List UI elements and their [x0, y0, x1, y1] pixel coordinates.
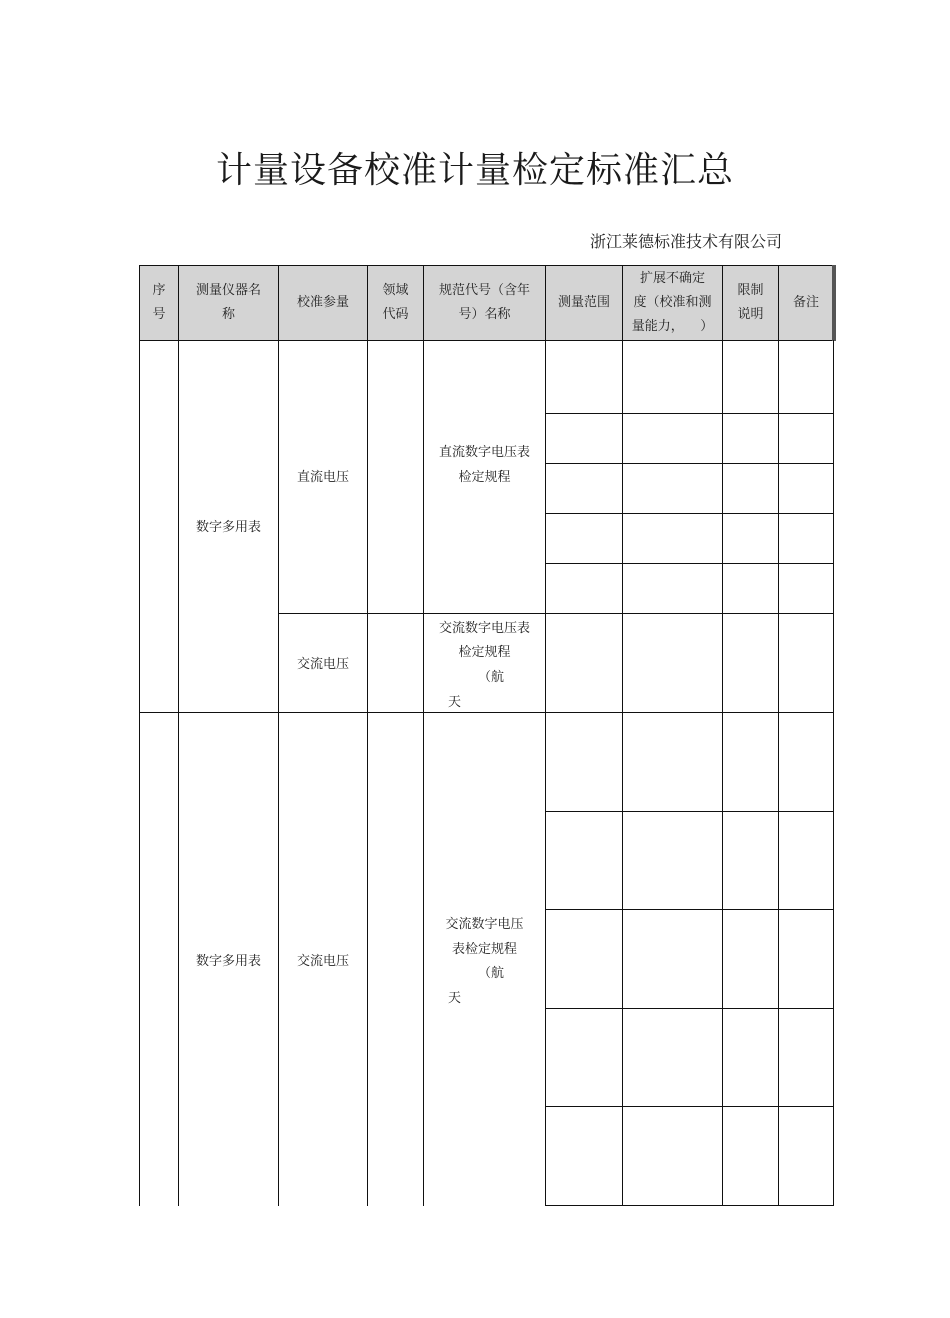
grid-line	[778, 340, 779, 1206]
grid-line	[367, 340, 368, 1206]
spec-ac-line1: 交流数字电压表	[438, 621, 530, 636]
grid-line	[622, 340, 623, 1206]
spec-line1: 交流数字电压	[445, 917, 524, 932]
header-remark-text: 备注	[792, 295, 819, 310]
grid-line	[545, 513, 834, 514]
header-limit-line1: 限制	[737, 283, 764, 298]
spec-ac-line4: 天	[448, 695, 462, 710]
grid-line	[139, 340, 140, 1206]
spec-line2: 表检定规程	[451, 942, 517, 957]
header-range	[545, 265, 623, 341]
header-uncertainty	[622, 265, 723, 341]
grid-line	[278, 613, 834, 614]
grid-line	[545, 1008, 834, 1009]
grid-line	[545, 413, 834, 414]
header-seq-line1: 序	[152, 283, 166, 298]
instrument-name: 数字多用表	[195, 520, 261, 535]
header-spec	[423, 265, 546, 341]
header-uncertainty-line2: 度（校准和测	[633, 295, 712, 310]
header-uncertainty-line1: 扩展不确定	[639, 271, 705, 286]
header-uncertainty-line3: 量能力， ）	[631, 319, 714, 334]
header-instrument	[178, 265, 279, 341]
header-range-text: 测量范围	[557, 295, 610, 310]
header-right-shadow	[832, 265, 836, 341]
instrument-name: 数字多用表	[195, 954, 261, 969]
header-domain-line1: 领域	[382, 283, 409, 298]
spec-ac-line3: （航	[478, 670, 505, 685]
grid-line	[545, 909, 834, 910]
header-spec-line2: 号）名称	[458, 307, 511, 322]
grid-line	[545, 1205, 834, 1206]
param-dc-voltage: 直流电压	[296, 470, 349, 485]
header-domain-line2: 代码	[382, 307, 409, 322]
spec-line3: （航	[478, 966, 505, 981]
spec-dc-line2: 检定规程	[458, 470, 511, 485]
header-limit-line2: 说明	[737, 307, 764, 322]
company-name: 浙江莱德标准技术有限公司	[590, 232, 783, 251]
header-instrument-line2: 称	[221, 307, 235, 322]
header-remark	[778, 265, 834, 341]
spec-ac-line2: 检定规程	[458, 645, 511, 660]
header-seq-line2: 号	[152, 307, 166, 322]
grid-line	[178, 340, 179, 1206]
grid-line	[545, 1106, 834, 1107]
header-instrument-line1: 测量仪器名	[195, 283, 261, 298]
header-param	[278, 265, 368, 341]
grid-line	[722, 340, 723, 1206]
param-ac-voltage: 交流电压	[296, 657, 349, 672]
header-domain	[367, 265, 424, 341]
grid-line	[833, 340, 834, 1206]
grid-line	[139, 712, 834, 713]
grid-line	[545, 340, 546, 1206]
header-seq	[139, 265, 179, 341]
grid-line	[545, 463, 834, 464]
grid-line	[545, 563, 834, 564]
document-title: 计量设备校准计量检定标准汇总	[215, 150, 734, 191]
grid-line	[545, 811, 834, 812]
spec-line4: 天	[448, 991, 462, 1006]
header-spec-line1: 规范代号（含年	[438, 283, 530, 298]
spec-dc-line1: 直流数字电压表	[438, 445, 530, 460]
param-ac-voltage: 交流电压	[296, 954, 349, 969]
header-limit	[722, 265, 779, 341]
header-param-text: 校准参量	[296, 295, 349, 310]
